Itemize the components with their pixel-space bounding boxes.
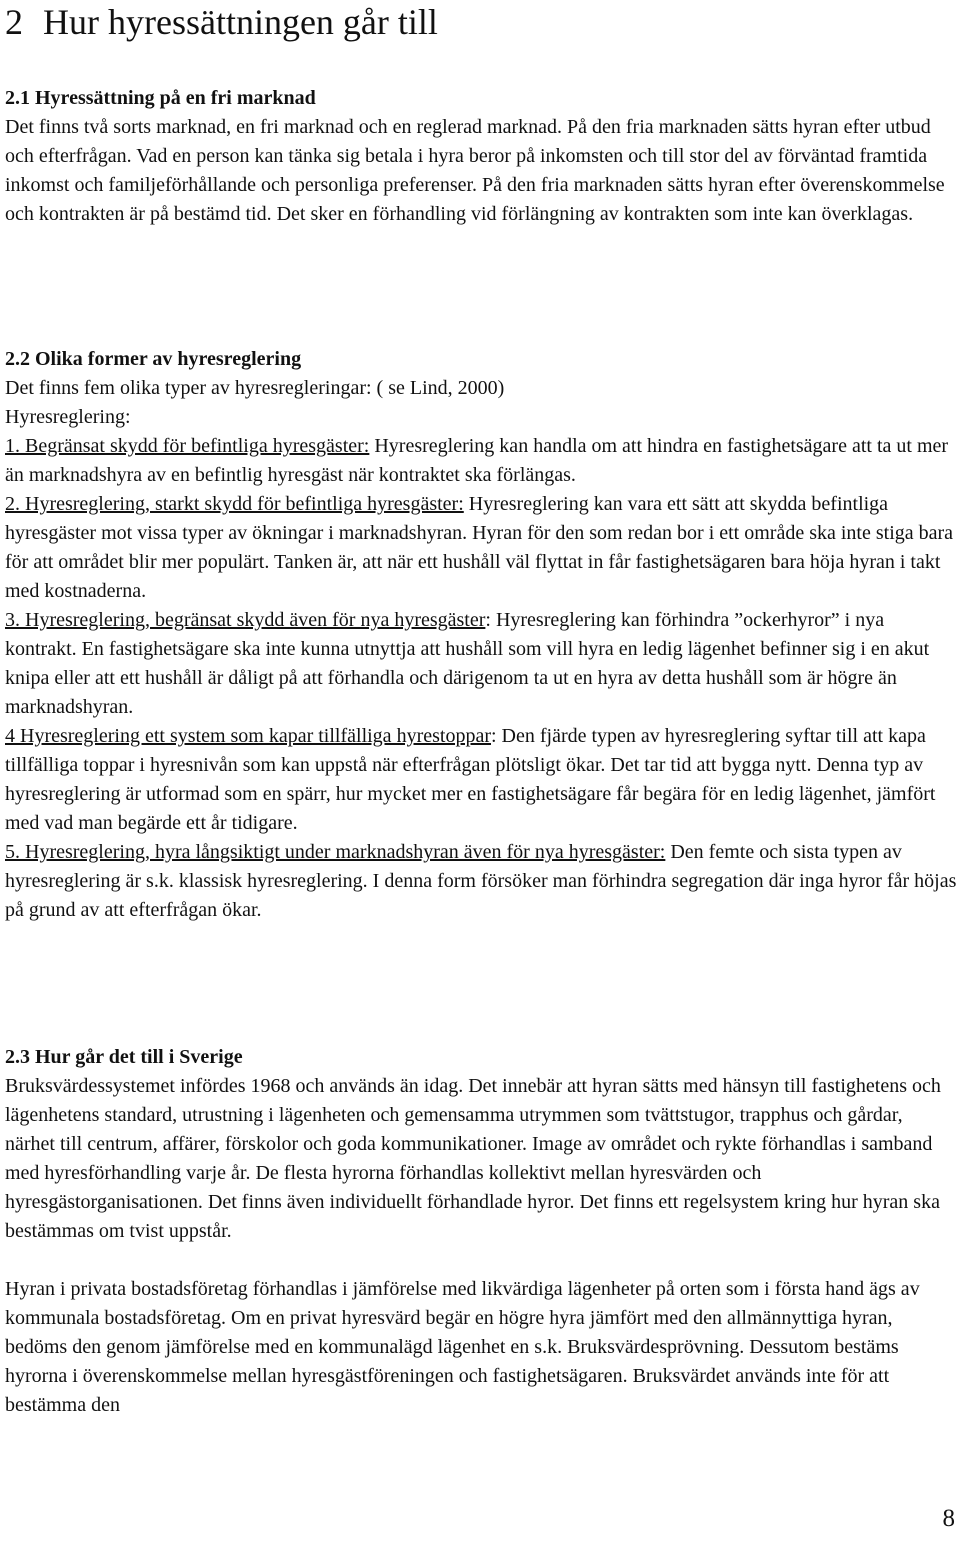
list-item-text: : Den fjärde typen av hyresreglering syftar till att kapa tillfälliga toppar i hyresnivån som kan uppstå när efterfrågan plötsligt ökar. Det tar tid att bygga nytt. Denna typ av hyresreglering är utformad som en spärr, hur mycket mer en fastighetsägare får begära för en ledig lägenhet, jämfört med vad man begärde ett år tidigare.	[5, 725, 936, 834]
section-2-1	[5, 84, 957, 229]
list-item	[5, 722, 957, 838]
list-item-text: Hyresreglering kan handla om att hindra en fastighetsägare att ta ut mer än marknadshyra av en befintlig hyresgäst när kontraktet ska förlängas.	[5, 435, 949, 486]
section-2-2-intro: Det finns fem olika typer av hyresregleringar: ( se Lind, 2000)	[5, 377, 505, 399]
list-item-text: : Hyresreglering kan förhindra ”ockerhyror” i nya kontrakt. En fastighetsägare ska inte kunna utnyttja att hushåll som vill hyra en ledig lägenhet befinner sig i en akut knipa eller att ett hushåll är dåligt på att förhandla och därigenom ta ut en hyra av detta hushåll som är högre än marknadshyran.	[5, 609, 930, 718]
list-item-heading: 3. Hyresreglering, begränsat skydd även för nya hyresgäster	[5, 609, 486, 631]
chapter-title: Hur hyressättningen går till	[43, 2, 438, 42]
list-item	[5, 838, 957, 925]
section-2-2	[5, 345, 957, 925]
chapter-heading	[5, 2, 438, 42]
list-item	[5, 490, 957, 606]
page-number: 8	[942, 1505, 955, 1532]
list-item-heading: 5. Hyresreglering, hyra långsiktigt under marknadshyran även för nya hyresgäster:	[5, 841, 666, 863]
section-2-3-paragraph-2: Hyran i privata bostadsföretag förhandlas i jämförelse med likvärdiga lägenheter på orten som i första hand ägs av kommunala bostadsföretag. Om en privat hyresvärd begär en högre hyra jämfört med den allmännyttiga hyran, bedöms den genom jämförelse med en kommunalägd lägenhet en s.k. Bruksvärdesprövning. Dessutom bestäms hyrorna i överenskommelse mellan hyresgästföreningen och fastighetsägaren. Bruksvärdet används inte för att bestämma den	[5, 1278, 920, 1416]
list-item-heading: 1. Begränsat skydd för befintliga hyresgäster:	[5, 435, 370, 457]
section-2-1-title: 2.1 Hyressättning på en fri marknad	[5, 87, 316, 109]
list-item-text: Den femte och sista typen av hyresreglering är s.k. klassisk hyresreglering. I denna form försöker man förhindra segregation där inga hyror får höjas på grund av att efterfrågan ökar.	[5, 841, 957, 921]
chapter-number: 2	[5, 2, 23, 42]
section-2-1-body: Det finns två sorts marknad, en fri marknad och en reglerad marknad. På den fria marknaden sätts hyran efter utbud och efterfrågan. Vad en person kan tänka sig betala i hyra beror på inkomsten och till stor del av förväntad framtida inkomst och familjeförhållande och personliga preferenser. På den fria marknaden sätts hyran efter överenskommelse och kontrakten är på bestämd tid. Det sker en förhandling vid förlängning av kontrakten som inte kan överklagas.	[5, 116, 945, 225]
list-item-heading: 4 Hyresreglering ett system som kapar tillfälliga hyrestoppar	[5, 725, 491, 747]
section-2-3-title: 2.3 Hur går det till i Sverige	[5, 1046, 243, 1068]
list-item	[5, 432, 957, 490]
section-2-3	[5, 1043, 957, 1420]
list-item	[5, 606, 957, 722]
section-2-2-title: 2.2 Olika former av hyresreglering	[5, 348, 302, 370]
list-item-text: Hyresreglering kan vara ett sätt att skydda befintliga hyresgäster mot vissa typer av ökningar i marknadshyran. Hyran för den som redan bor i ett område ska inte stiga bara för att området blir mer populärt. Tanken är, att när ett hushåll väl flyttat in får fastighetsägaren bara höja hyran i takt med kostnaderna.	[5, 493, 954, 602]
section-2-3-paragraph-1: Bruksvärdessystemet infördes 1968 och används än idag. Det innebär att hyran sätts med hänsyn till fastighetens och lägenhetens standard, utrustning i lägenheten och gemensamma utrymmen som tvättstugor, trapphus och gårdar, närhet till centrum, affärer, förskolor och goda kommunikationer. Image av området och rykte förhandlas i samband med hyresförhandling varje år. De flesta hyrorna förhandlas kollektivt mellan hyresvärden och hyresgästorganisationen. Det finns även individuellt förhandlade hyror. Det finns ett regelsystem kring hur hyran ska bestämmas om tvist uppstår.	[5, 1075, 941, 1242]
section-2-2-label: Hyresreglering:	[5, 406, 131, 428]
list-item-heading: 2. Hyresreglering, starkt skydd för befintliga hyresgäster:	[5, 493, 464, 515]
